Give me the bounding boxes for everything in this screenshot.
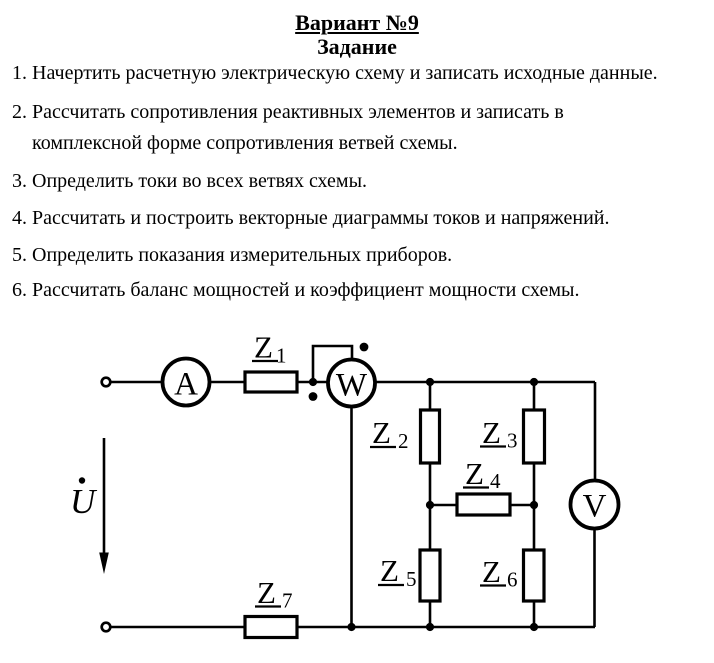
voltmeter [571,481,619,529]
terminal-bottom [102,623,111,632]
impedance-z4-subscript: 4 [490,469,501,493]
impedance-z5 [378,550,440,601]
task-item-4: 4. Рассчитать и построить векторные диаграммы токов и напряжений. [12,207,610,229]
impedance-z6-body [524,550,545,601]
impedance-z4-body [457,494,510,515]
impedance-z3-body [524,410,545,463]
junction-dot [426,623,434,631]
task-item-3: 3. Определить токи во всех ветвях схемы. [12,170,368,192]
impedance-z2 [370,410,440,463]
impedance-z4-label: Z [465,456,484,491]
task-item-2: 2. Рассчитать сопротивления реактивных элементов и записать в [12,101,564,123]
ammeter [163,359,210,406]
junction-dot [347,623,355,631]
impedance-z5-label: Z [380,553,399,588]
junction-dot [309,378,317,386]
impedance-z1-label: Z [254,329,273,365]
terminal-top [102,378,111,387]
impedance-z4 [457,456,510,515]
impedance-z2-body [421,410,440,463]
junction-dot [426,501,434,509]
source-arrow-head [99,553,109,575]
wattmeter-label: W [335,367,368,404]
impedance-z1 [245,330,297,393]
impedance-z7-body [245,617,297,638]
voltmeter-label: V [582,488,607,525]
junction-dot [426,378,434,386]
impedance-z6-subscript: 6 [507,567,518,592]
junction-dot [530,501,538,509]
junction-dot [530,623,538,631]
impedance-z6-label: Z [482,554,501,589]
impedance-z3-label: Z [482,415,501,450]
impedance-z1-subscript: 1 [276,343,287,368]
impedance-z3-subscript: 3 [507,428,518,453]
ammeter-label: A [174,366,198,403]
impedance-z1-body [245,372,297,392]
source-label: U [70,482,96,521]
page-title: Вариант №9 [295,10,419,35]
impedance-z7-subscript: 7 [282,588,293,613]
impedance-z7-label: Z [257,575,276,610]
impedance-z2-label: Z [372,415,391,450]
impedance-z2-subscript: 2 [398,429,409,453]
impedance-z5-subscript: 5 [406,567,417,591]
voltage-source [70,378,110,632]
impedance-z5-body [420,550,440,601]
junction-dot [530,378,538,386]
task-item-2-continued: комплексной форме сопротивления ветвей схемы. [32,132,458,154]
page-subtitle: Задание [317,34,397,59]
task-item-5: 5. Определить показания измерительных приборов. [12,244,453,266]
impedance-z3 [480,410,545,463]
task-item-1: 1. Начертить расчетную электрическую схему и записать исходные данные. [12,62,658,84]
wattmeter-polarity-dot-left [309,392,318,401]
impedance-z7 [245,575,297,638]
wattmeter [309,343,375,407]
wattmeter-polarity-dot-top [360,343,369,352]
impedance-z6 [480,550,544,601]
task-item-6: 6. Рассчитать баланс мощностей и коэффициент мощности схемы. [12,279,580,301]
